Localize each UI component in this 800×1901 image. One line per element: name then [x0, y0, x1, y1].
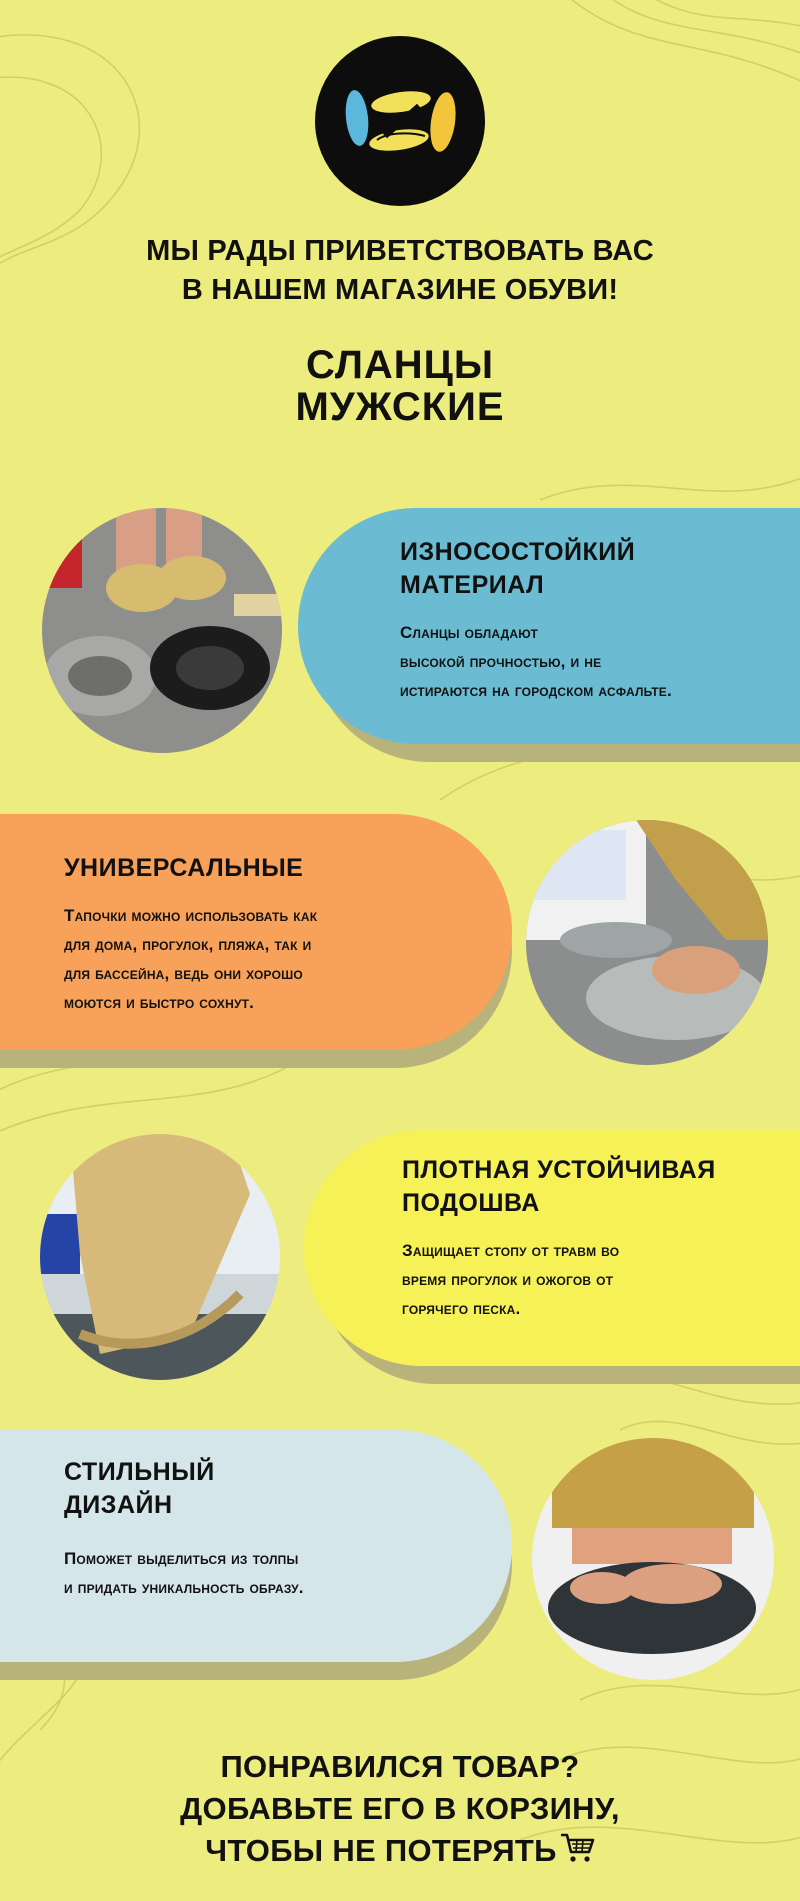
- feature-1-title-line-2: МАТЕРИАЛ: [400, 571, 545, 599]
- feature-1-title: [400, 536, 800, 602]
- feature-4-card: [0, 1430, 512, 1662]
- slippers-photo-icon: [40, 1134, 280, 1380]
- brand-logo[interactable]: [315, 36, 485, 206]
- feature-3-text-line-3: горячего песка.: [402, 1299, 521, 1318]
- feature-2-card: [0, 814, 512, 1050]
- feature-3-title: [402, 1154, 800, 1220]
- feature-1-card: [298, 508, 800, 744]
- feature-2-title-line-1: УНИВЕРСАЛЬНЫЕ: [64, 854, 304, 882]
- feature-3-title-line-1: ПЛОТНАЯ УСТОЙЧИВАЯ: [402, 1156, 716, 1184]
- feature-4-text-line-2: и придать уникальность образу.: [64, 1578, 304, 1597]
- feature-4-text-line-1: Поможет выделиться из толпы: [64, 1549, 299, 1568]
- feature-3-title-line-2: ПОДОШВА: [402, 1189, 540, 1217]
- feature-3-text: [402, 1236, 800, 1323]
- feature-2-text-line-1: Тапочки можно использовать как: [64, 906, 318, 925]
- call-to-action: [150, 1746, 650, 1872]
- cta-line-2: ДОБАВЬТЕ ЕГО В КОРЗИНУ,: [180, 1791, 620, 1826]
- feature-4-photo: [532, 1438, 774, 1680]
- feature-1-text-line-3: истираются на городском асфальте.: [400, 681, 672, 700]
- feature-1-text: [400, 618, 800, 705]
- feature-3-card: [304, 1130, 800, 1366]
- feature-4-title-line-1: СТИЛЬНЫЙ: [64, 1458, 215, 1486]
- slippers-photo-icon: [532, 1438, 774, 1680]
- feature-2-photo: [526, 820, 768, 1065]
- feature-2-text-line-4: моются и быстро сохнут.: [64, 993, 255, 1012]
- feature-4-title: [64, 1456, 512, 1522]
- product-title-line-2: МУЖСКИЕ: [295, 385, 505, 429]
- feature-1-photo: [42, 508, 282, 753]
- feature-4-text: [64, 1544, 512, 1602]
- slippers-photo-icon: [42, 508, 282, 753]
- welcome-line-1: МЫ РАДЫ ПРИВЕТСТВОВАТЬ ВАС: [146, 235, 654, 267]
- feature-2-text: [64, 901, 512, 1017]
- feature-1-text-line-1: Сланцы обладают: [400, 623, 539, 642]
- welcome-line-2: В НАШЕМ МАГАЗИНЕ ОБУВИ!: [181, 274, 619, 306]
- feature-1-text-line-2: высокой прочностью, и не: [400, 652, 602, 671]
- feature-3-photo: [40, 1134, 280, 1380]
- cta-line-3-wrap: [150, 1830, 650, 1872]
- feature-1-title-line-1: ИЗНОСОСТОЙКИЙ: [400, 538, 636, 566]
- feature-3-text-line-1: Защищает стопу от травм во: [402, 1241, 620, 1260]
- feature-4-title-line-2: ДИЗАЙН: [64, 1491, 173, 1519]
- product-title: [200, 344, 600, 428]
- feature-2-text-line-2: для дома, прогулок, пляжа, так и: [64, 935, 312, 954]
- cta-line-1: ПОНРАВИЛСЯ ТОВАР?: [220, 1749, 580, 1784]
- feature-3-text-line-2: время прогулок и ожогов от: [402, 1270, 614, 1289]
- shopping-cart-icon[interactable]: [559, 1832, 595, 1864]
- cta-line-3: ЧТОБЫ НЕ ПОТЕРЯТЬ: [205, 1833, 557, 1868]
- izi-logo-icon: [315, 36, 485, 206]
- slippers-photo-icon: [526, 820, 768, 1065]
- product-title-line-1: СЛАНЦЫ: [305, 343, 495, 387]
- welcome-heading: [100, 232, 700, 310]
- feature-2-title: [64, 852, 512, 885]
- feature-2-text-line-3: для бассейна, ведь они хорошо: [64, 964, 303, 983]
